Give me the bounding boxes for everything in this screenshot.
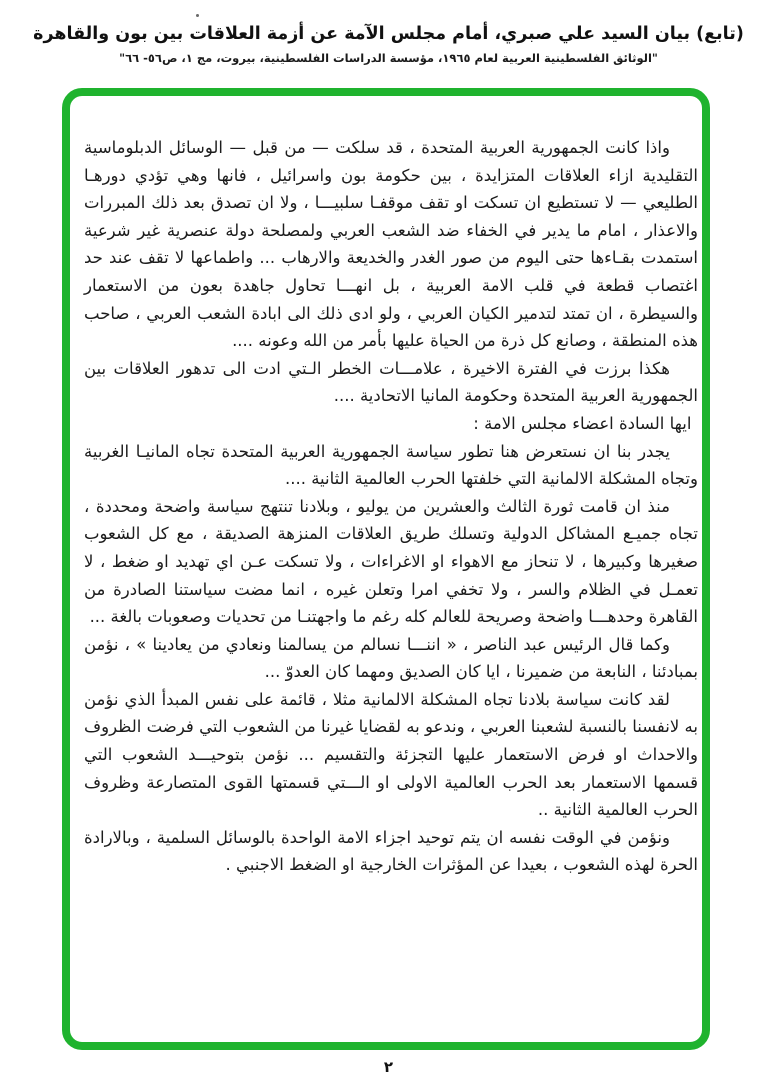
document-title: (تابع) بيان السيد علي صبري، أمام مجلس الآمة عن أزمة العلاقات بين بون والقاهرة bbox=[33, 24, 744, 44]
body-paragraph: وكما قال الرئيس عبد الناصر ، « اننـــا نسالم من يسالمنا ونعادي من يعادينا » ، نؤمن بمبادئنا ، النابعة من ضميرنا ، ايا كان الصديق ومهما كان العدوّ ... bbox=[84, 634, 698, 682]
body-paragraph: ونؤمن في الوقت نفسه ان يتم توحيد اجزاء الامة الواحدة بالوسائل السلمية ، وبالارادة الحرة لهذه الشعوب ، بعيدا عن المؤثرات الخارجية او الضغط الاجنبي . bbox=[84, 827, 698, 875]
scanned-page-frame bbox=[62, 88, 710, 1050]
body-paragraph: واذا كانت الجمهورية العربية المتحدة ، قد سلكت — من قبل — الوسائل الدبلوماسية التقليدية ازاء العلاقات المتزايدة ، بين حكومة بون واسرائيل ، فانها وهي تؤدي دورهـا الطليعي — لا تستطيع ان تسكت او تقف موقفـا سلبيـــا ، ولا ان تصدق بعد ذلك المبررات والاعذار ، امام ما يدير في الخفاء ضد الشعب العربي ولمصلحة دولة عنصرية غير شرعية استمدت بقـاءها حتى اليوم من صور الغدر والخديعة والارهاب ... واطماعها لا تقف عند حد اغتصاب قطعة في قلب الامة العربية ، بل انهـــا تحاول جاهدة بعون من الاستعمار والسيطرة ، ان تمتد لتدمير الكيان العربي ، ولو ادى ذلك الى ابادة الشعب العربي ، صاحب هذه المنطقة ، وصانع كل ذرة من الحياة عليها بأمر من الله وعونه .... bbox=[84, 138, 698, 351]
document-source-citation: "الوثائق الفلسطينية العربية لعام ١٩٦٥، مؤسسة الدراسات الفلسطينية، بيروت، مج ١، ص٥٦- ٦٦" bbox=[119, 51, 658, 65]
scan-artifact-dot bbox=[196, 14, 199, 17]
body-paragraph: يجدر بنا ان نستعرض هنا تطور سياسة الجمهورية العربية المتحدة تجاه المانيـا الغربية وتجاه المشكلة الالمانية التي خلفتها الحرب العالمية الثانية .... bbox=[84, 441, 698, 489]
body-paragraph: منذ ان قامت ثورة الثالث والعشرين من يوليو ، وبلادنا تنتهج سياسة واضحة ومحددة ، تجاه جميـع المشاكل الدولية وتسلك طريق العلاقات المنزهة الصديقة ، مع كل الشعوب صغيرها وكبيرها ، لا تنحاز مع الاهواء او الاغراءات ، ولا تسكت عـن اي تهديد او ضغط ، لا تعمـل في الظلام والسر ، ولا تخفي امرا وتعلن غيره ، انما مضت سياستنا الصادرة من القاهرة وحدهـــا واضحة وصريحة للعالم كله رغم ما واجهتنـا من تحديات وصعوبات بالغة ... bbox=[84, 496, 698, 627]
document-header bbox=[0, 22, 777, 65]
scanned-text-block bbox=[84, 134, 698, 879]
body-paragraph: هكذا برزت في الفترة الاخيرة ، علامـــات الخطر الـتي ادت الى تدهور العلاقات بين الجمهورية العربية المتحدة وحكومة المانيا الاتحادية .... bbox=[84, 358, 698, 406]
body-paragraph-address: ايها السادة اعضاء مجلس الامة : bbox=[473, 413, 692, 433]
page-number: ٢ bbox=[383, 1058, 394, 1076]
body-paragraph: لقد كانت سياسة بلادنا تجاه المشكلة الالمانية مثلا ، قائمة على نفس المبدأ الذي نؤمن به لانفسنا بالنسبة لشعبنا العربي ، وندعو به لقضايا غيرنا من الشعوب التي فرضت الظروف والاحداث او فرض الاستعمار عليها التجزئة والتقسيم ... نؤمن بتوحيـــد الشعوب التي قسمها الاستعمار بعد الحرب العالمية الاولى او الـــتي قسمتها القوى المتصارعة وظروف الحرب العالمية الثانية .. bbox=[84, 689, 698, 820]
